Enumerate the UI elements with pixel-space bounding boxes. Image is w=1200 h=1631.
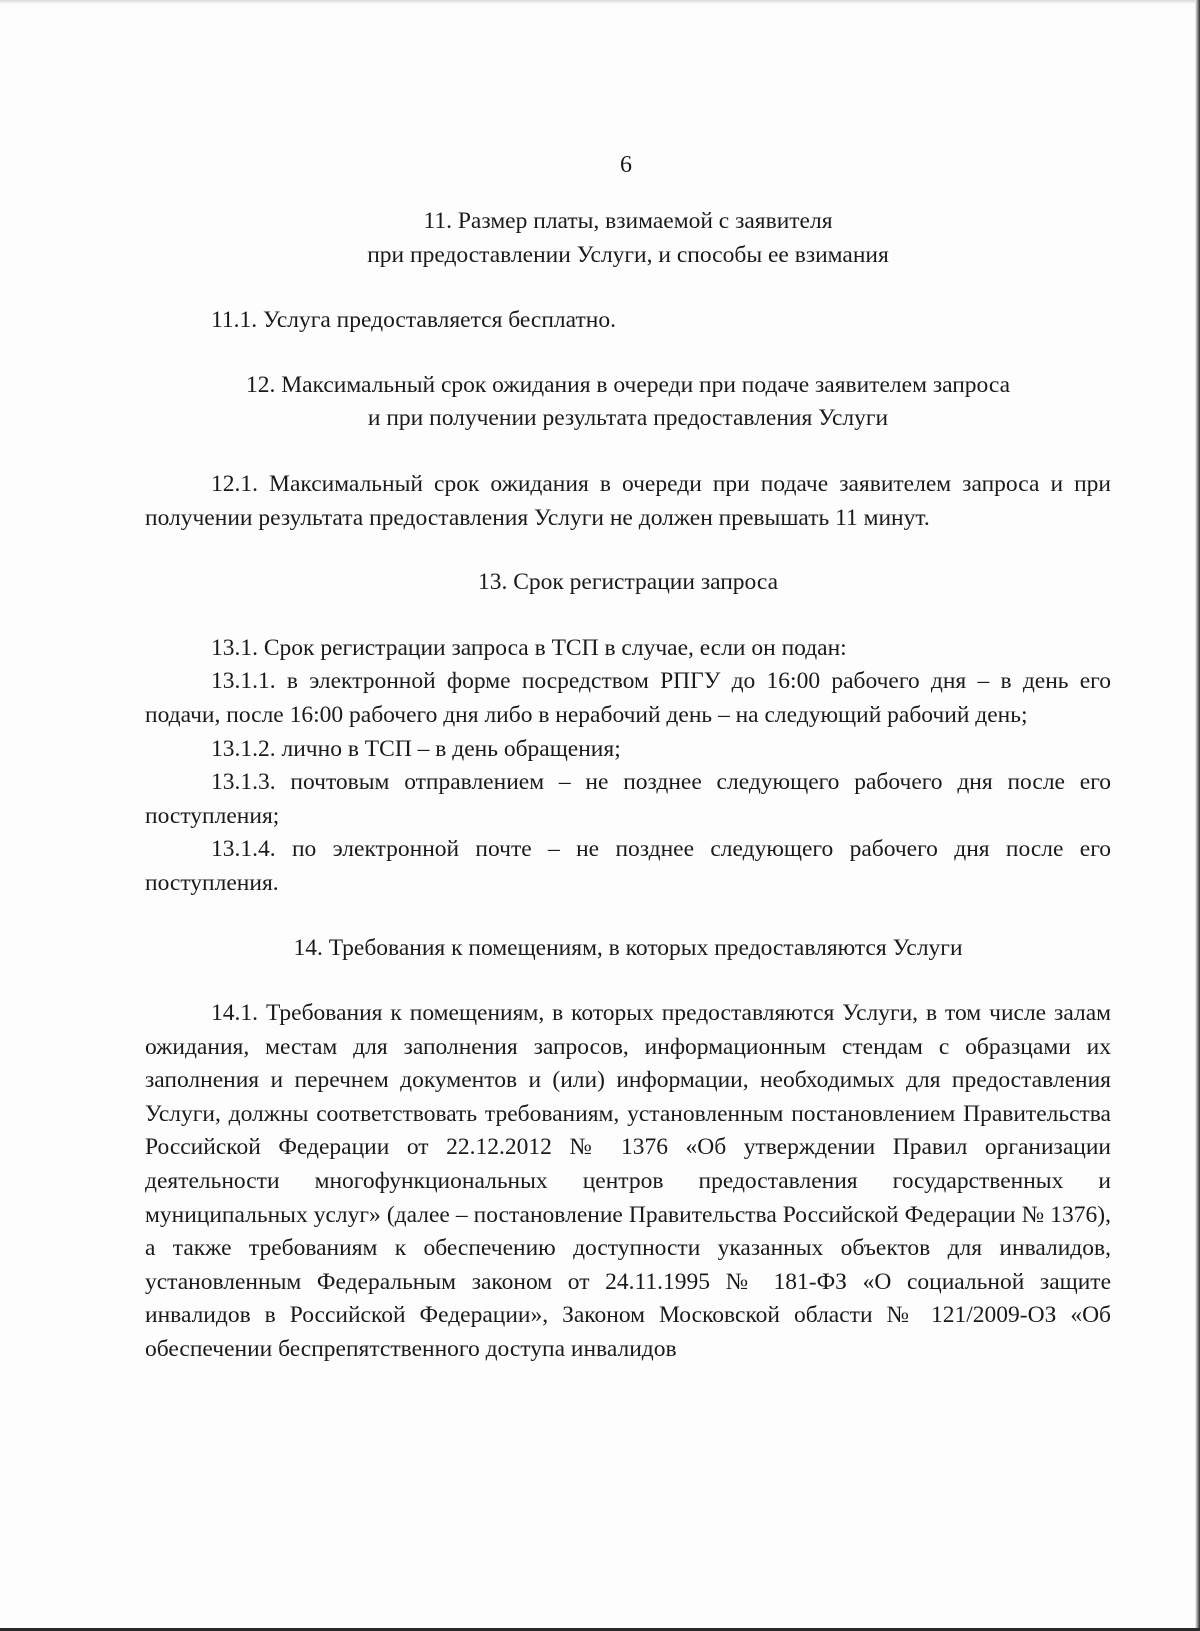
section-12 xyxy=(145,369,1111,535)
paragraph-11-1: 11.1. Услуга предоставляется бесплатно. xyxy=(211,307,616,334)
section-13 xyxy=(145,566,1111,900)
paragraph-13-1-2: 13.1.2. лично в ТСП – в день обращения; xyxy=(211,735,621,762)
page-number: 6 xyxy=(620,152,632,178)
section-11-heading-line2: при предоставлении Услуги, и способы ее взимания xyxy=(367,241,889,268)
scan-edge-top xyxy=(0,0,1200,4)
paragraph-12-1: 12.1. Максимальный срок ожидания в очереди при подаче заявителем запроса и при получении результата предоставления Услуги не должен превышать 11 минут. xyxy=(145,470,1111,531)
section-14 xyxy=(145,932,1111,1367)
section-11 xyxy=(145,205,1111,338)
scan-edge-right xyxy=(1195,0,1200,1631)
section-12-heading-line1: 12. Максимальный срок ожидания в очереди при подаче заявителем запроса xyxy=(245,371,1011,398)
paragraph-14-1: 14.1. Требования к помещениям, в которых предоставляются Услуги, в том числе залам ожидания, местам для заполнения запросов, информационным стендам с образцами их заполнения и перечнем документов и (или) информации, необходимых для предоставления Услуги, должны соответствовать требованиям, установленным постановлением Правительства Российской Федерации от 22.12.2012 № 1376 «Об утверждении Правил организации деятельности многофункциональных центров предоставления государственных и муниципальных услуг» (далее – постановление Правительства Российской Федерации № 1376), а также требованиям к обеспечению доступности указанных объектов для инвалидов, установленным Федеральным законом от 24.11.1995 № 181-ФЗ «О социальной защите инвалидов в Российской Федерации», Законом Московской области № 121/2009-ОЗ «Об обеспечении беспрепятственного доступа инвалидов xyxy=(145,1000,1111,1363)
paragraph-13-1-3: 13.1.3. почтовым отправлением – не позднее следующего рабочего дня после его поступления; xyxy=(145,769,1111,829)
section-13-heading: 13. Срок регистрации запроса xyxy=(477,569,779,596)
paragraph-13-1-4: 13.1.4. по электронной почте – не позднее следующего рабочего дня после его поступления. xyxy=(145,836,1111,896)
section-14-heading: 14. Требования к помещениям, в которых предоставляются Услуги xyxy=(293,934,963,961)
document-body xyxy=(145,205,1111,1367)
section-12-heading-line2: и при получении результата предоставления Услуги xyxy=(367,405,889,432)
paragraph-13-1: 13.1. Срок регистрации запроса в ТСП в случае, если он подан: xyxy=(211,634,847,661)
section-11-heading-line1: 11. Размер платы, взимаемой с заявителя xyxy=(423,208,833,234)
paragraph-13-1-1: 13.1.1. в электронной форме посредством РПГУ до 16:00 рабочего дня – в день его подачи, после 16:00 рабочего дня либо в нерабочий день – на следующий рабочий день; xyxy=(145,668,1111,728)
